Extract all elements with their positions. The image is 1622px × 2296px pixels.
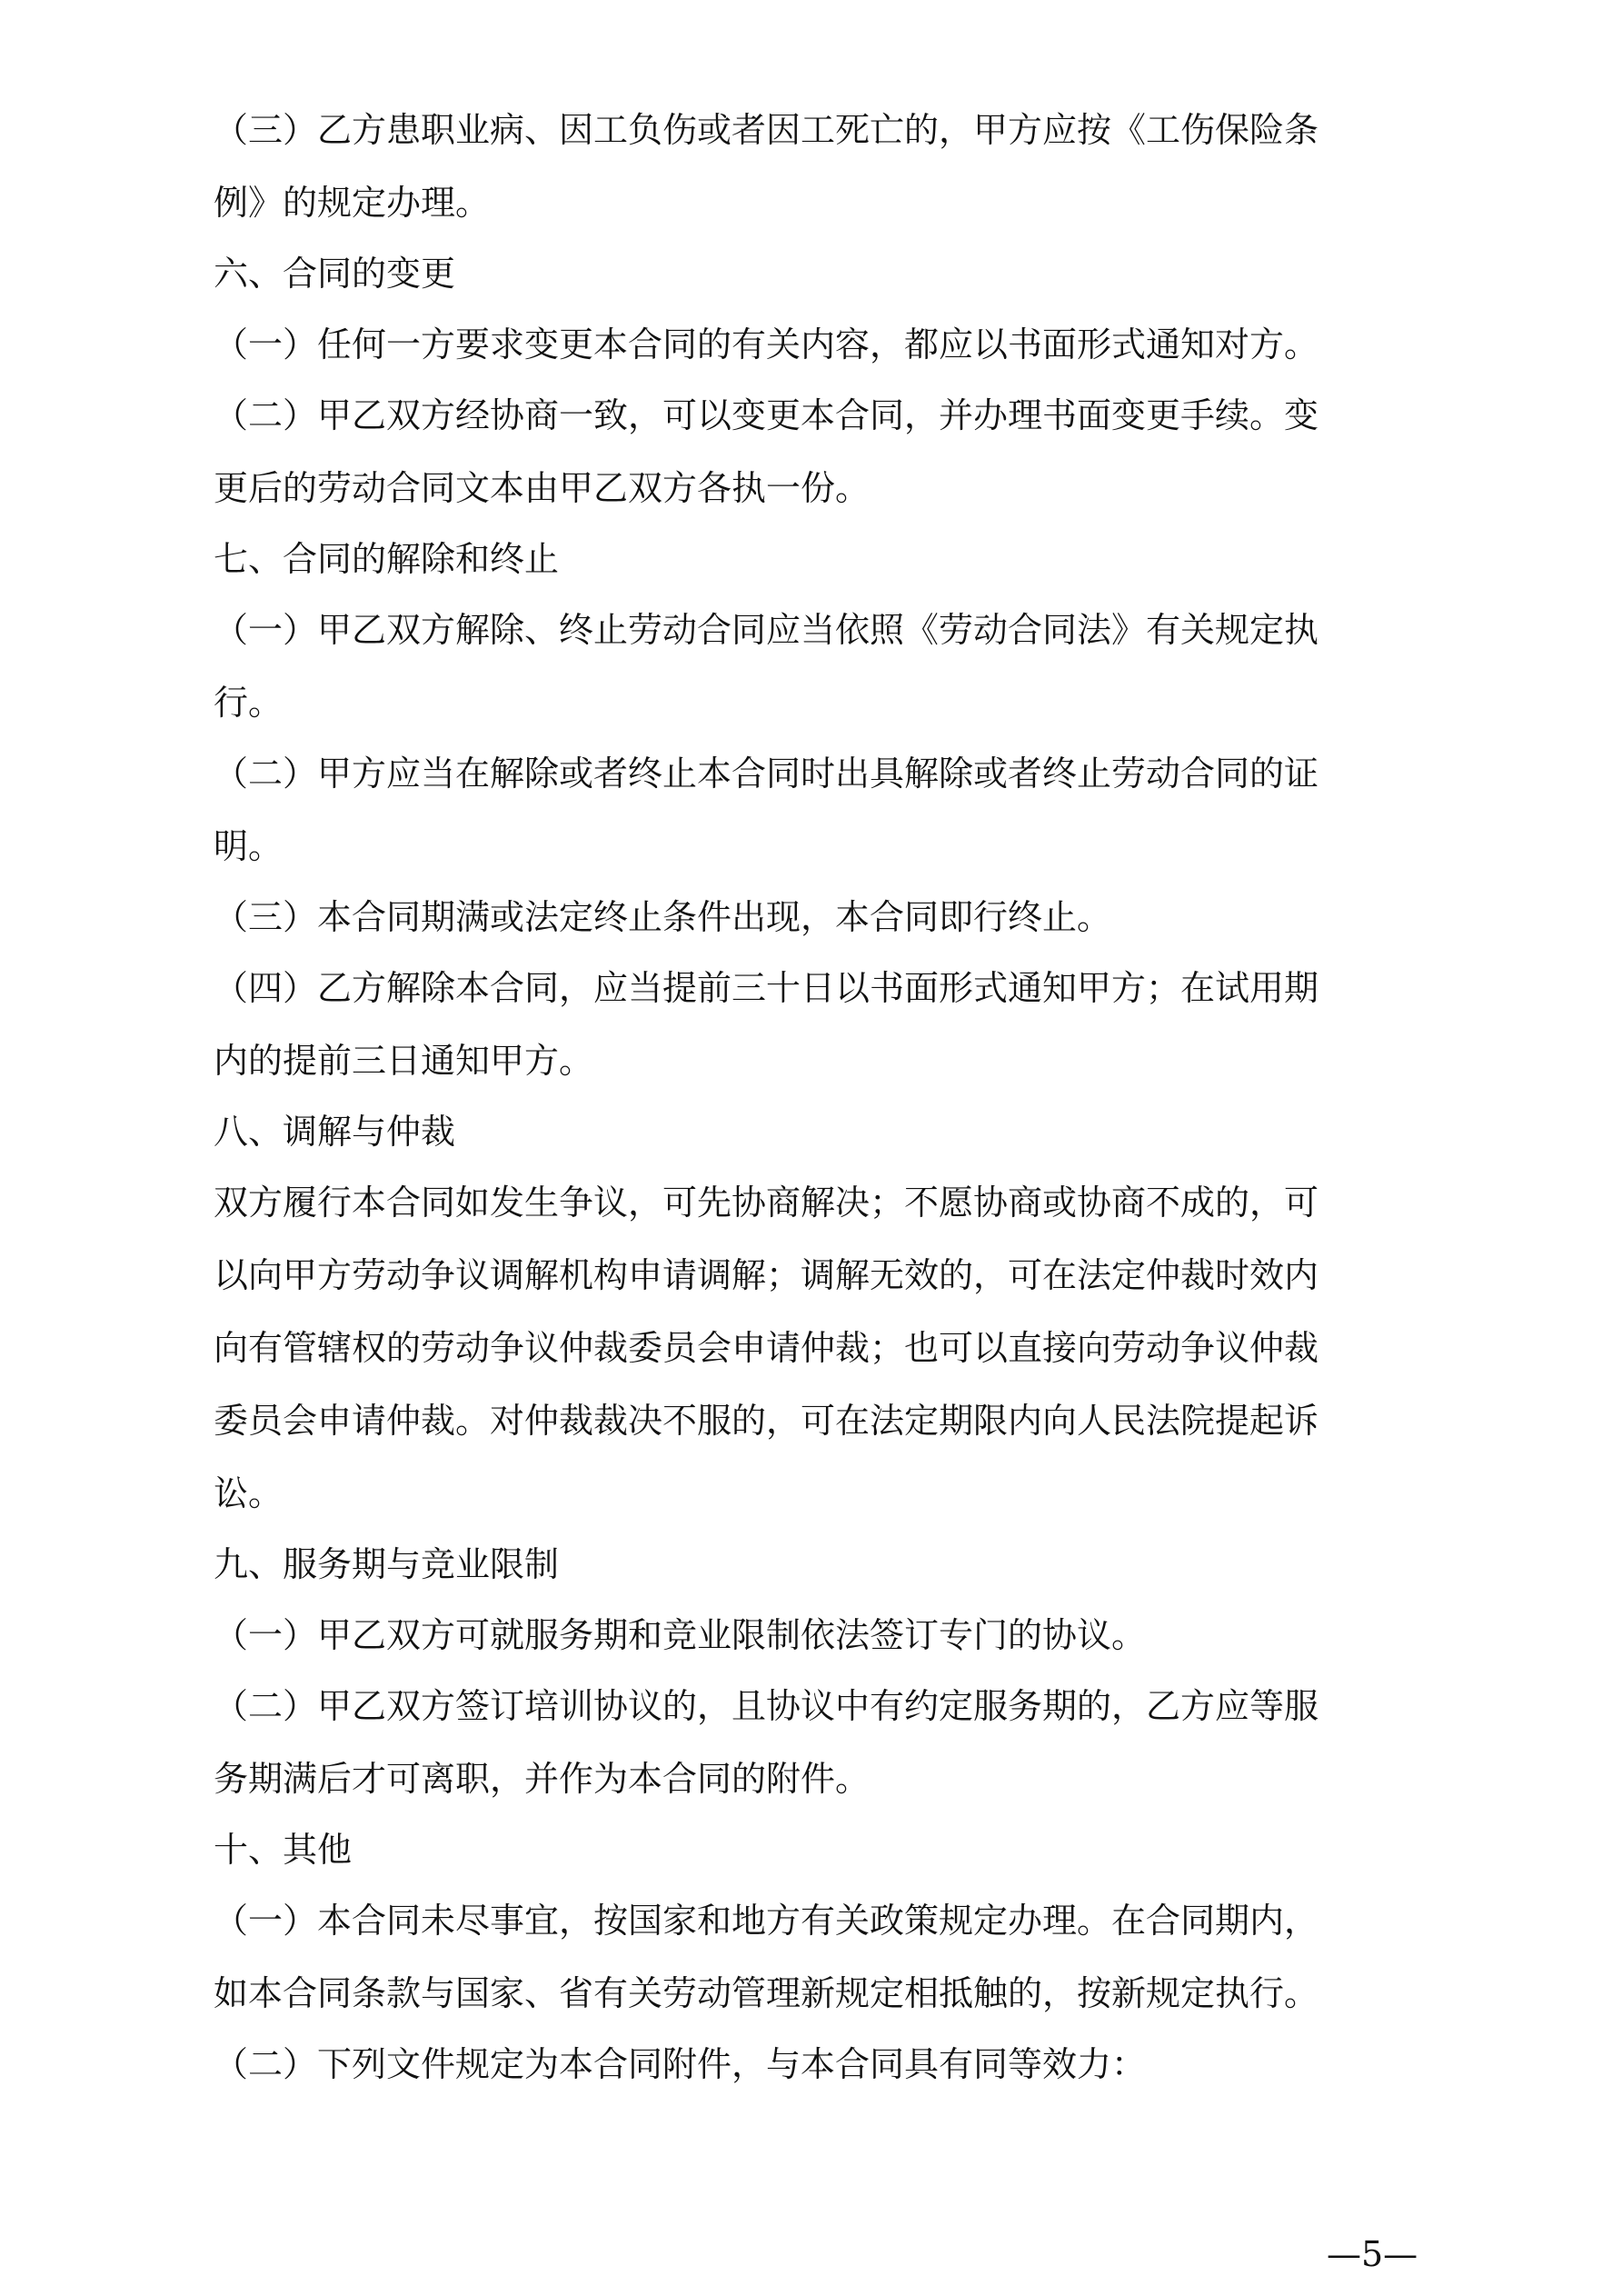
- text-line: 明。: [214, 826, 284, 866]
- text-line: 双方履行本合同如发生争议，可先协商解决；不愿协商或协商不成的，可: [214, 1183, 1319, 1223]
- text-line: 向有管辖权的劳动争议仲裁委员会申请仲裁；也可以直接向劳动争议仲裁: [214, 1328, 1319, 1368]
- text-line: （二）下列文件规定为本合同附件，与本合同具有同等效力：: [214, 2044, 1147, 2084]
- paragraph: [214, 251, 1413, 296]
- text-line: 行。: [214, 683, 284, 723]
- text-line: 九、服务期与竞业限制: [214, 1544, 560, 1584]
- paragraph: [214, 1683, 1413, 1802]
- paragraph: [214, 1180, 1413, 1516]
- text-line: （二）甲乙双方签订培训协议的，且协议中有约定服务期的，乙方应等服: [214, 1686, 1319, 1726]
- paragraph: [214, 536, 1413, 582]
- text-line: （一）甲乙双方可就服务期和竞业限制依法签订专门的协议。: [214, 1615, 1147, 1655]
- paragraph: [214, 1827, 1413, 1872]
- text-line: 例》的规定办理。: [214, 183, 491, 223]
- paragraph: [214, 107, 1413, 225]
- text-line: 七、合同的解除和终止: [214, 539, 560, 579]
- text-line: 六、合同的变更: [214, 254, 456, 294]
- paragraph: [214, 2041, 1413, 2087]
- paragraph: [214, 1612, 1413, 1658]
- text-line: 委员会申请仲裁。对仲裁裁决不服的，可在法定期限内向人民法院提起诉: [214, 1401, 1319, 1441]
- paragraph: [214, 322, 1413, 367]
- text-line: （一）本合同未尽事宜，按国家和地方有关政策规定办理。在合同期内，: [214, 1901, 1319, 1941]
- text-line: 讼。: [214, 1473, 284, 1513]
- paragraph: [214, 751, 1413, 869]
- text-line: 八、调解与仲裁: [214, 1112, 456, 1152]
- text-line: （三）乙方患职业病、因工负伤或者因工死亡的，甲方应按《工伤保险条: [214, 110, 1319, 150]
- text-line: （一）甲乙双方解除、终止劳动合同应当依照《劳动合同法》有关规定执: [214, 610, 1319, 650]
- text-line: 务期满后才可离职，并作为本合同的附件。: [214, 1759, 871, 1799]
- text-line: （二）甲方应当在解除或者终止本合同时出具解除或者终止劳动合同的证: [214, 754, 1319, 794]
- paragraph: [214, 1542, 1413, 1587]
- paragraph: [214, 607, 1413, 725]
- text-line: 以向甲方劳动争议调解机构申请调解；调解无效的，可在法定仲裁时效内: [214, 1255, 1319, 1295]
- text-line: 十、其他: [214, 1830, 353, 1870]
- paragraph: [214, 1898, 1413, 2016]
- text-line: （一）任何一方要求变更本合同的有关内容，都应以书面形式通知对方。: [214, 324, 1319, 364]
- text-line: 内的提前三日通知甲方。: [214, 1041, 594, 1081]
- text-line: （二）甲乙双方经协商一致，可以变更本合同，并办理书面变更手续。变: [214, 395, 1319, 435]
- text-line: （四）乙方解除本合同，应当提前三十日以书面形式通知甲方；在试用期: [214, 968, 1319, 1008]
- page-number: —5—: [1327, 2234, 1418, 2274]
- paragraph: [214, 393, 1413, 511]
- paragraph: [214, 894, 1413, 940]
- text-line: 如本合同条款与国家、省有关劳动管理新规定相抵触的，按新规定执行。: [214, 1973, 1319, 2013]
- paragraph: [214, 965, 1413, 1083]
- page-body: [214, 107, 1413, 2112]
- text-line: 更后的劳动合同文本由甲乙双方各执一份。: [214, 468, 871, 508]
- paragraph: [214, 1109, 1413, 1154]
- text-line: （三）本合同期满或法定终止条件出现，本合同即行终止。: [214, 897, 1112, 937]
